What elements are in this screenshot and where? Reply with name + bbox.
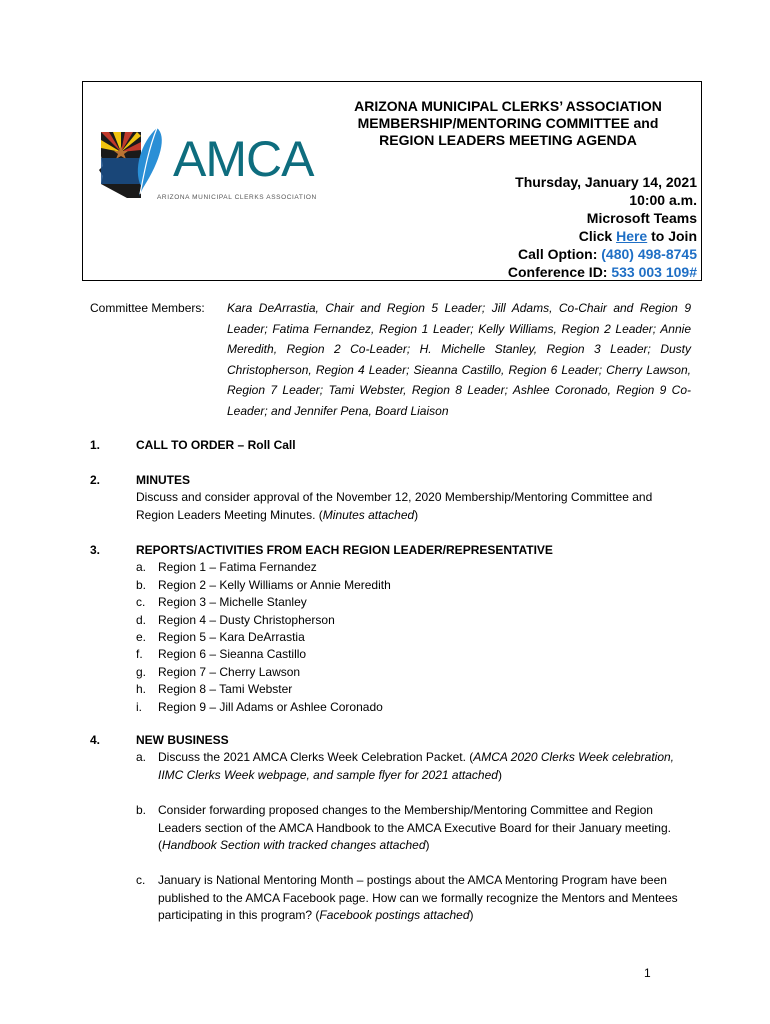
logo-subtitle: ARIZONA MUNICIPAL CLERKS ASSOCIATION (157, 194, 317, 201)
list-item (136, 664, 691, 681)
join-suffix: to Join (647, 228, 697, 244)
join-link[interactable]: Here (616, 228, 648, 244)
list-letter: h. (136, 682, 147, 697)
call-number[interactable]: (480) 498-8745 (601, 246, 697, 262)
list-item (136, 629, 691, 646)
conference-label: Conference ID: (507, 264, 612, 280)
header-box (82, 81, 702, 281)
list-letter: f. (136, 647, 143, 662)
join-line (508, 227, 697, 245)
committee-label: Committee Members: (90, 301, 205, 315)
list-text: Consider forwarding proposed changes to the Membership/Mentoring Committee and Region Leaders section of the AMCA Handbook to the AMCA Executive Board for their January meeting. ( (158, 803, 671, 853)
agenda-title (323, 98, 693, 149)
list-letter: g. (136, 664, 147, 679)
item-number: 2. (90, 473, 101, 487)
item-text-italic: Minutes attached (322, 507, 415, 522)
item-title: NEW BUSINESS (136, 733, 229, 747)
list-text: Region 7 – Cherry Lawson (158, 664, 301, 679)
list-text-italic: Handbook Section with tracked changes attached (162, 838, 426, 853)
list-letter: b. (136, 803, 147, 818)
item-text-end: ) (414, 507, 419, 522)
list-text: Region 1 – Fatima Fernandez (158, 560, 317, 575)
list-text-end: ) (425, 838, 430, 853)
list-letter: d. (136, 612, 147, 627)
list-text-italic: Facebook postings attached (319, 908, 470, 923)
title-line-3: REGION LEADERS MEETING AGENDA (379, 132, 637, 148)
join-prefix: Click (578, 228, 617, 244)
list-item (136, 699, 691, 716)
meeting-time: 10:00 a.m. (629, 192, 697, 208)
title-line-1: ARIZONA MUNICIPAL CLERKS’ ASSOCIATION (354, 98, 662, 114)
list-letter: c. (136, 873, 146, 888)
list-letter: a. (136, 560, 147, 575)
list-item (136, 646, 691, 663)
list-letter: i. (136, 699, 142, 714)
list-text: Region 5 – Kara DeArrastia (158, 630, 305, 645)
committee-list: Kara DeArrastia, Chair and Region 5 Leader; Jill Adams, Co-Chair and Region 9 Leader; Fatima Fernandez, Region 1 Leader; Kelly Williams, Region 2 Leader; Annie Meredith, Region 2 Co-Leader; H. Michelle Stanley, Region 3 Leader; Dusty Christopherson, Region 4 Leader; Sieanna Castillo, Region 6 Leader; Cherry Lawson, Region 7 Leader; Tami Webster, Region 8 Leader; Ashlee Coronado, Region 9 Co-Leader; and Jennifer Pena, Board Liaison (227, 301, 691, 418)
item-number: 1. (90, 438, 101, 452)
logo-text: AMCA (173, 131, 314, 187)
list-item (136, 802, 691, 854)
list-text: Region 6 – Sieanna Castillo (158, 647, 307, 662)
meeting-date: Thursday, January 14, 2021 (515, 174, 697, 190)
list-letter: c. (136, 595, 146, 610)
amca-logo (97, 126, 317, 206)
item-title: CALL TO ORDER – Roll Call (136, 438, 296, 452)
item-title: MINUTES (136, 473, 190, 487)
meeting-details (508, 173, 697, 281)
item-number: 3. (90, 543, 101, 557)
list-item (136, 559, 691, 576)
item-number: 4. (90, 733, 101, 747)
list-text-end: ) (497, 767, 502, 782)
item-title: REPORTS/ACTIVITIES FROM EACH REGION LEADER/REPRESENTATIVE (136, 543, 553, 557)
list-item (136, 612, 691, 629)
call-label: Call Option: (518, 246, 602, 262)
list-item (136, 872, 691, 924)
list-letter: b. (136, 577, 147, 592)
call-option (508, 245, 697, 263)
list-letter: a. (136, 750, 147, 765)
conference-number: 533 003 109# (611, 264, 697, 280)
list-text: Region 3 – Michelle Stanley (158, 595, 307, 610)
list-text: Region 8 – Tami Webster (158, 682, 293, 697)
list-text: Region 4 – Dusty Christopherson (158, 612, 335, 627)
conference-id (508, 263, 697, 281)
item-text (136, 489, 691, 524)
list-item (136, 681, 691, 698)
list-item (136, 594, 691, 611)
meeting-platform: Microsoft Teams (586, 210, 697, 226)
list-text: Discuss the 2021 AMCA Clerks Week Celebration Packet. ( (158, 750, 474, 765)
list-text: Region 9 – Jill Adams or Ashlee Coronado (158, 699, 383, 714)
list-text: January is National Mentoring Month – postings about the AMCA Mentoring Program have been published to the AMCA Facebook page. How can we formally recognize the Mentors and Mentees participating in this program? ( (158, 873, 678, 923)
list-item (136, 749, 691, 784)
item-text-main: Discuss and consider approval of the November 12, 2020 Membership/Mentoring Committee and Region Leaders Meeting Minutes. ( (136, 490, 653, 522)
list-text-end: ) (469, 908, 474, 923)
list-item (136, 577, 691, 594)
list-text-italic: AMCA 2020 Clerks Week celebration, IIMC Clerks Week webpage, and sample flyer for 2021 attached (158, 750, 675, 782)
title-line-2: MEMBERSHIP/MENTORING COMMITTEE and (357, 115, 659, 131)
list-letter: e. (136, 630, 147, 645)
list-text: Region 2 – Kelly Williams or Annie Meredith (158, 577, 391, 592)
page-number: 1 (644, 966, 651, 980)
